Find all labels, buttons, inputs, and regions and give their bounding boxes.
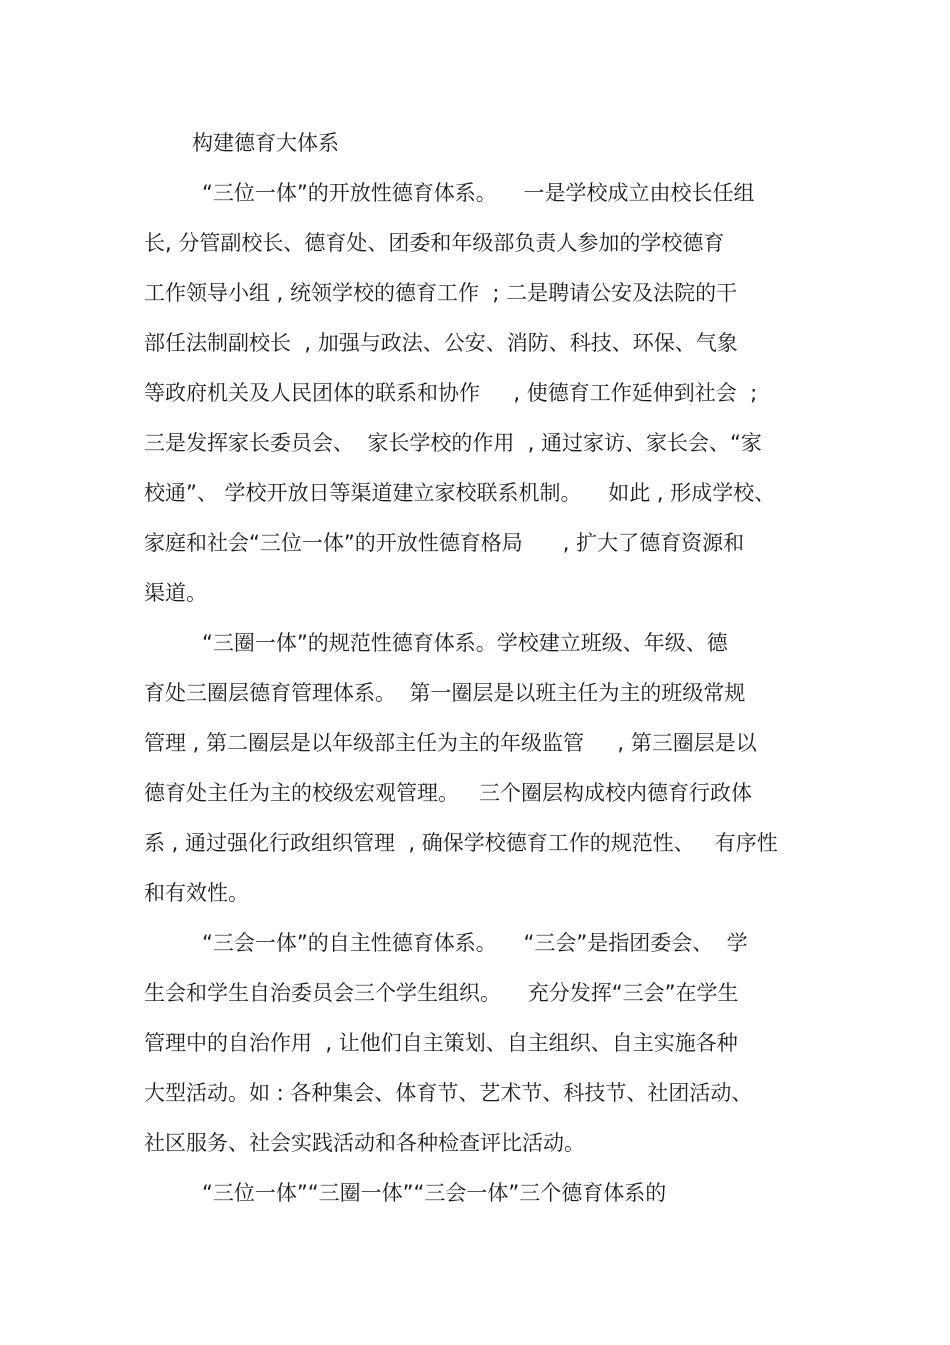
text-line: 部任法制副校长 , 加强与政法、公安、消防、科技、环保、气象 bbox=[144, 331, 738, 355]
text-line: 社区服务、社会实践活动和各种检查评比活动。 bbox=[144, 1131, 585, 1155]
text-line: 长, 分管副校长、德育处、团委和年级部负责人参加的学校德育 bbox=[144, 231, 725, 255]
text-line: 管理中的自治作用 , 让他们自主策划、自主组织、自主实施各种 bbox=[144, 1031, 738, 1055]
text-line: “三会一体”的自主性德育体系。 “三会”是指团委会、 学 bbox=[202, 931, 748, 955]
text-line: 家庭和社会“三位一体”的开放性德育格局 , 扩大了德育资源和 bbox=[144, 531, 745, 555]
text-line: 校通”、 学校开放日等渠道建立家校联系机制。 如此 , 形成学校、 bbox=[144, 481, 776, 505]
text-line: “三位一体”“三圈一体”“三会一体”三个德育体系的 bbox=[202, 1181, 667, 1205]
text-line: 育处三圈层德育管理体系。 第一圈层是以班主任为主的班级常规 bbox=[144, 681, 746, 705]
text-line: 大型活动。如 : 各种集会、体育节、艺术节、科技节、社团活动、 bbox=[144, 1081, 753, 1105]
text-line: 管理 , 第二圈层是以年级部主任为主的年级监管 , 第三圈层是以 bbox=[144, 731, 757, 755]
text-line: 德育处主任为主的校级宏观管理。 三个圈层构成校内德育行政体 bbox=[144, 781, 753, 805]
text-line: 系 , 通过强化行政组织管理 , 确保学校德育工作的规范性、 有序性 bbox=[144, 831, 778, 855]
document-title: 构建德育大体系 bbox=[192, 131, 339, 155]
text-line: 工作领导小组 , 统领学校的德育工作 ; 二是聘请公安及法院的干 bbox=[144, 281, 738, 305]
text-line: 等政府机关及人民团体的联系和协作 , 使德育工作延伸到社会 ; bbox=[144, 381, 758, 405]
text-line: 三是发挥家长委员会、 家长学校的作用 , 通过家访、家长会、“家 bbox=[144, 431, 762, 455]
text-line: 生会和学生自治委员会三个学生组织。 充分发挥“三会”在学生 bbox=[144, 981, 739, 1005]
text-line: 和有效性。 bbox=[144, 881, 249, 905]
text-line: “三圈一体”的规范性德育体系。学校建立班级、年级、德 bbox=[202, 631, 728, 655]
text-line: 渠道。 bbox=[144, 581, 207, 605]
text-line: “三位一体”的开放性德育体系。 一是学校成立由校长任组 bbox=[202, 181, 755, 205]
